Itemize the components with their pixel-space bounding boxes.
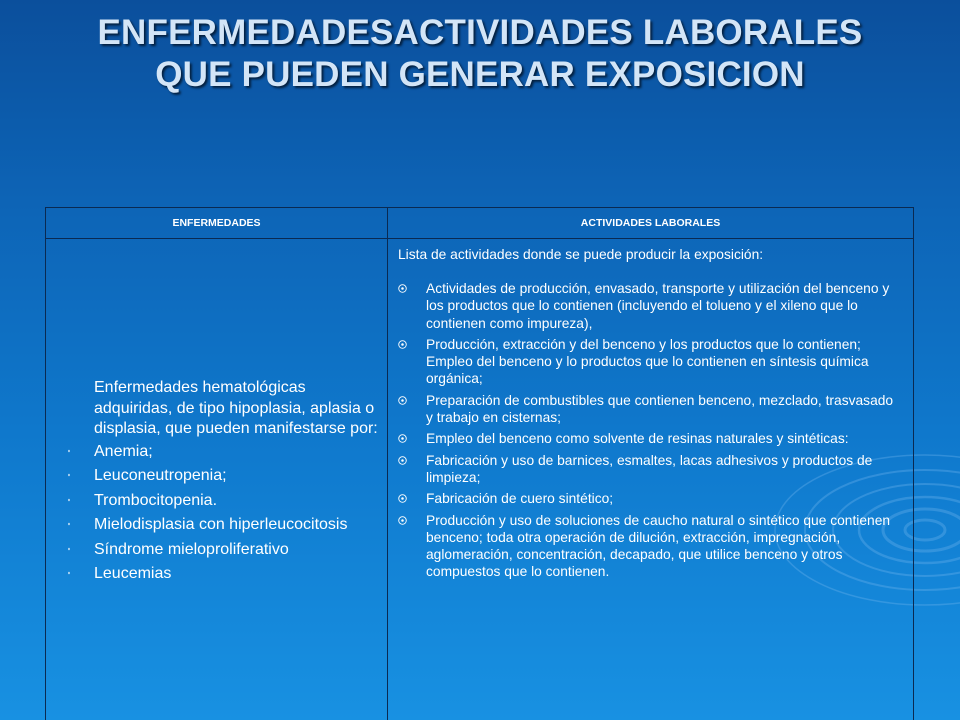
circled-dot-bullet-icon xyxy=(398,434,407,443)
list-item xyxy=(398,452,903,486)
list-item xyxy=(68,515,379,536)
list-item-text: Mielodisplasia con hiperleucocitosis xyxy=(94,516,348,534)
list-item-text: Leucemias xyxy=(94,565,172,583)
small-bullet-icon: ⬪ xyxy=(68,570,70,578)
diseases-intro: Enfermedades hematológicas adquiridas, de tipo hipoplasia, aplasia o displasia, que pueden manifestarse por: xyxy=(94,379,378,438)
list-item xyxy=(68,564,379,585)
small-bullet-icon: ⬪ xyxy=(68,545,70,553)
title-line-1: ENFERMEDADESACTIVIDADES LABORALES xyxy=(97,13,863,52)
diseases-cell xyxy=(46,239,388,720)
list-item-text: Preparación de combustibles que contienen benceno, mezclado, trasvasado y trabajo en cisternas; xyxy=(426,392,894,425)
activities-list xyxy=(398,280,903,580)
list-item xyxy=(398,512,903,581)
table-row xyxy=(46,239,914,720)
list-item xyxy=(68,491,379,512)
list-item-text: Fabricación de cuero sintético; xyxy=(426,491,614,507)
header-actividades: ACTIVIDADES LABORALES xyxy=(388,208,914,239)
title-line-2: QUE PUEDEN GENERAR EXPOSICION xyxy=(155,55,805,94)
list-item-text: Leuconeutropenia; xyxy=(94,467,227,485)
list-item-text: Empleo del benceno como solvente de resinas naturales y sintéticas: xyxy=(426,431,849,447)
list-item xyxy=(398,430,903,447)
list-item xyxy=(68,540,379,561)
list-item-text: Fabricación y uso de barnices, esmaltes, lacas adhesivos y productos de limpieza; xyxy=(426,452,873,485)
circled-dot-bullet-icon xyxy=(398,396,407,405)
list-item-text: Producción, extracción y del benceno y los productos que lo contienen; Empleo del benceno y lo productos que lo contienen en síntesis química orgánica; xyxy=(426,337,869,387)
circled-dot-bullet-icon xyxy=(398,456,407,465)
list-item xyxy=(68,442,379,463)
list-item-text: Anemia; xyxy=(94,442,153,460)
list-item-text: Trombocitopenia. xyxy=(94,491,218,509)
activities-cell xyxy=(388,239,914,720)
list-item-text: Producción y uso de soluciones de caucho natural o sintético que contienen benceno; toda otra operación de dilución, extracción, impregnación, aglomeración, concentración, decapado, que utilice benceno y otros compuestos que lo contienen. xyxy=(426,512,891,580)
list-item xyxy=(398,280,903,332)
small-bullet-icon: ⬪ xyxy=(68,447,70,455)
list-item xyxy=(398,336,903,388)
list-item xyxy=(68,466,379,487)
table-header-row xyxy=(46,208,914,239)
list-item-text: Actividades de producción, envasado, transporte y utilización del benceno y los productos que lo contienen (incluyendo el tolueno y el xileno que lo contienen como impureza), xyxy=(426,281,890,331)
exposure-table xyxy=(45,207,914,720)
header-enfermedades: ENFERMEDADES xyxy=(46,208,388,239)
circled-dot-bullet-icon xyxy=(398,494,407,503)
small-bullet-icon: ⬪ xyxy=(68,472,70,480)
circled-dot-bullet-icon xyxy=(398,284,407,293)
diseases-list xyxy=(68,442,379,585)
small-bullet-icon: ⬪ xyxy=(68,521,70,529)
list-item xyxy=(398,490,903,507)
activities-intro: Lista de actividades donde se puede producir la exposición: xyxy=(398,247,764,262)
list-item-text: Síndrome mieloproliferativo xyxy=(94,540,289,558)
circled-dot-bullet-icon xyxy=(398,340,407,349)
list-item xyxy=(398,392,903,426)
slide-title xyxy=(0,12,960,96)
small-bullet-icon: ⬪ xyxy=(68,496,70,504)
circled-dot-bullet-icon xyxy=(398,516,407,525)
